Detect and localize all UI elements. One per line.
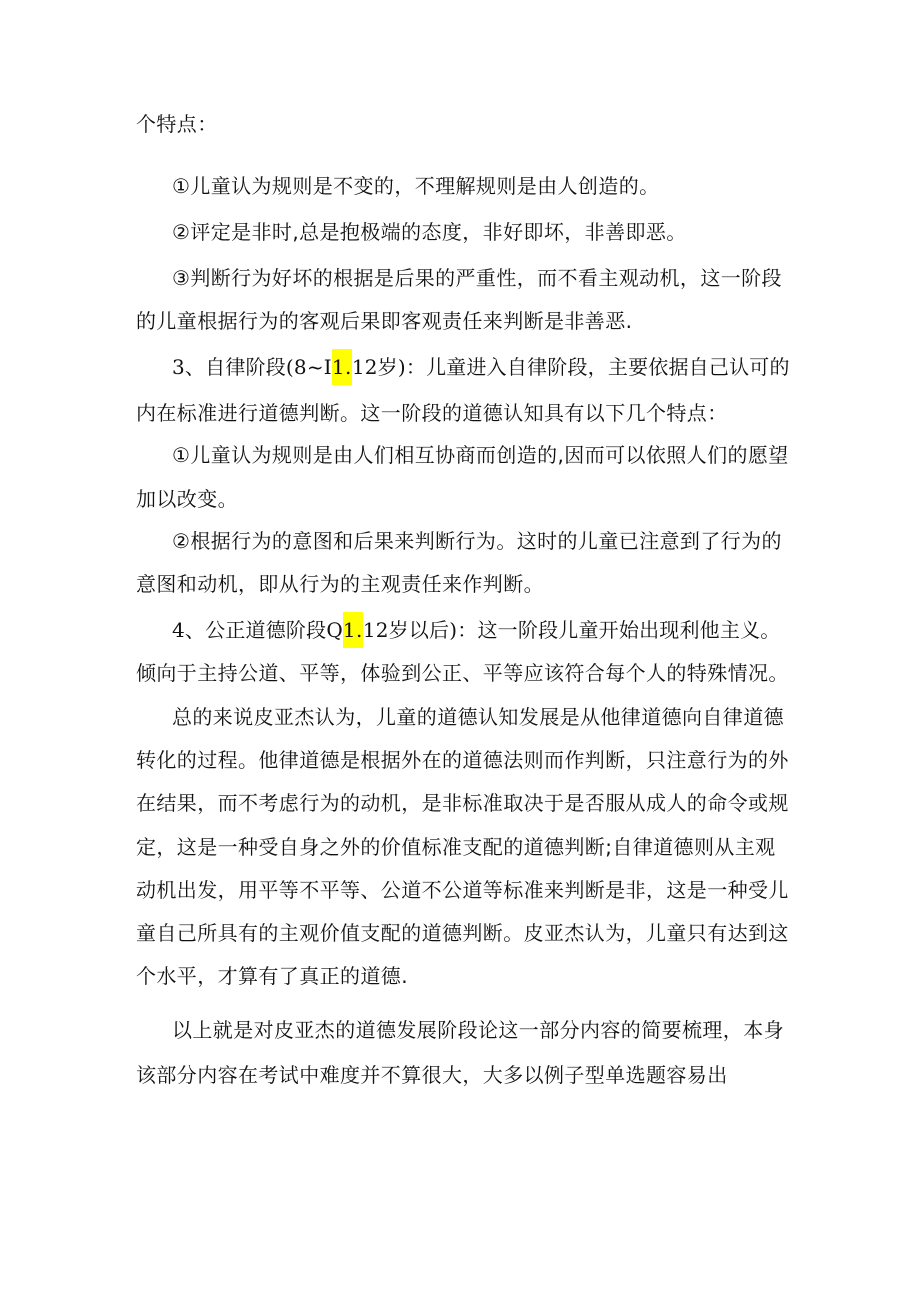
line-text: ②根据行为的意图和后果来判断行为。这时的儿童已注意到了行为的 bbox=[172, 529, 782, 553]
text-line bbox=[0, 783, 920, 823]
line-text: 定，这是一种受自身之外的价值标准支配的道德判断;自律道德则从主观 bbox=[136, 835, 776, 859]
heading-suffix: 12岁)：儿童进入自律阶段，主要依据自己认可的 bbox=[351, 355, 790, 379]
text-line bbox=[0, 827, 920, 867]
line-text: 个水平，才算有了真正的道德. bbox=[136, 964, 408, 988]
text-line bbox=[0, 393, 920, 433]
line-text: 的儿童根据行为的客观后果即客观责任来判断是非善恶. bbox=[136, 309, 633, 333]
line-text: ①儿童认为规则是由人们相互协商而创造的,因而可以依照人们的愿望 bbox=[172, 443, 789, 467]
line-text: ③判断行为好坏的根据是后果的严重性，而不看主观动机，这一阶段 bbox=[172, 266, 782, 290]
line-text: 在结果，而不考虑行为的动机，是非标准取决于是否服从成人的命令或规 bbox=[136, 791, 789, 815]
text-line bbox=[0, 956, 920, 996]
line-text: 转化的过程。他律道德是根据外在的道德法则而作判断，只注意行为的外 bbox=[136, 748, 789, 772]
line-text: 个特点： bbox=[136, 112, 218, 136]
heading-suffix: 12岁以后)：这一阶段儿童开始出现利他主义。 bbox=[362, 618, 781, 642]
line-text: 倾向于主持公道、平等，体验到公正、平等应该符合每个人的特殊情况。 bbox=[136, 661, 789, 685]
line-text: 动机出发，用平等不平等、公道不公道等标准来判断是非，这是一种受儿 bbox=[136, 878, 789, 902]
text-line bbox=[0, 564, 920, 604]
text-line bbox=[0, 104, 920, 144]
text-line bbox=[0, 1055, 920, 1095]
text-line bbox=[0, 435, 920, 475]
text-line bbox=[0, 653, 920, 693]
highlighted-text: 1. bbox=[343, 612, 363, 648]
line-text: 以上就是对皮亚杰的道德发展阶段论这一部分内容的简要梳理，本身 bbox=[172, 1018, 784, 1042]
line-text: 加以改变。 bbox=[136, 487, 238, 511]
highlighted-text: 1. bbox=[332, 349, 352, 385]
text-line bbox=[0, 258, 920, 298]
text-line bbox=[0, 212, 920, 252]
line-text: 该部分内容在考试中难度并不算很大，大多以例子型单选题容易出 bbox=[136, 1063, 728, 1087]
line-text: 意图和动机，即从行为的主观责任来作判断。 bbox=[136, 572, 544, 596]
line-text: ②评定是非时,总是抱极端的态度，非好即坏，非善即恶。 bbox=[172, 220, 687, 244]
line-text: 总的来说皮亚杰认为，儿童的道德认知发展是从他律道德向自律道德 bbox=[172, 705, 784, 729]
text-line bbox=[0, 913, 920, 953]
line-text: 童自己所具有的主观价值支配的道德判断。皮亚杰认为，儿童只有达到这 bbox=[136, 921, 789, 945]
heading-prefix: 3、自律阶段(8~I bbox=[172, 355, 332, 379]
text-line bbox=[0, 166, 920, 206]
text-line bbox=[0, 1010, 920, 1050]
line-text: 内在标准进行道德判断。这一阶段的道德认知具有以下几个特点： bbox=[136, 401, 728, 425]
text-line bbox=[0, 479, 920, 519]
text-line bbox=[0, 697, 920, 737]
text-line bbox=[0, 740, 920, 780]
section-heading-3 bbox=[0, 347, 920, 387]
section-heading-4 bbox=[0, 610, 920, 650]
text-line bbox=[0, 521, 920, 561]
text-line bbox=[0, 301, 920, 341]
heading-prefix: 4、公正道德阶段Q bbox=[172, 618, 343, 642]
text-line bbox=[0, 870, 920, 910]
line-text: ①儿童认为规则是不变的，不理解规则是由人创造的。 bbox=[172, 174, 660, 198]
